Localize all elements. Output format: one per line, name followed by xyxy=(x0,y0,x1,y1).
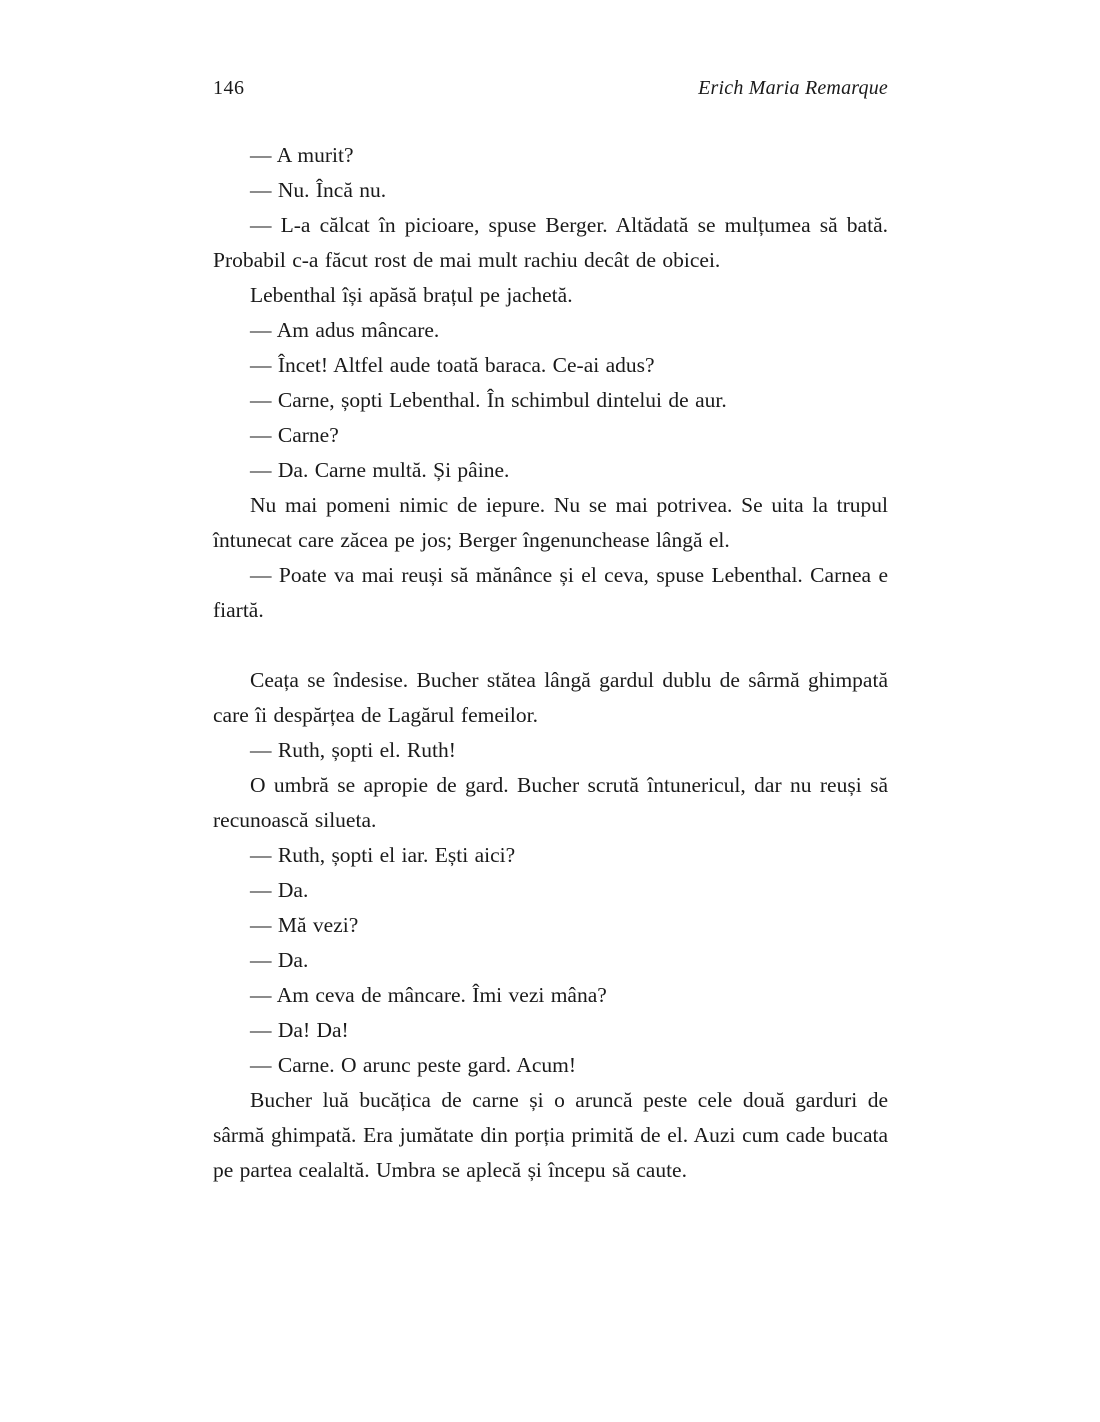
paragraph: Bucher luă bucățica de carne și o aruncă peste cele două garduri de sârmă ghimpată. Era jumătate din porția primită de el. Auzi cum cade bucata pe partea cealaltă. Umbra se aplecă și începu să caute. xyxy=(213,1088,888,1182)
page-body xyxy=(213,138,888,1188)
paragraph: — Carne? xyxy=(250,423,339,447)
paragraph: — L-a călcat în picioare, spuse Berger. Altădată se mulțumea să bată. Probabil c-a făcut rost de mai mult rachiu decât de obicei. xyxy=(213,213,888,272)
running-header xyxy=(213,76,888,100)
paragraph: — Carne. O arunc peste gard. Acum! xyxy=(250,1053,577,1077)
paragraph: — Încet! Altfel aude toată baraca. Ce-ai adus? xyxy=(250,353,655,377)
paragraph: — Ruth, șopti el iar. Ești aici? xyxy=(250,843,516,867)
paragraph: — Poate va mai reuși să mănânce și el ceva, spuse Lebenthal. Carnea e fiartă. xyxy=(213,563,888,622)
paragraph: Lebenthal își apăsă brațul pe jachetă. xyxy=(250,283,573,307)
page-number: 146 xyxy=(213,77,245,99)
paragraph: O umbră se apropie de gard. Bucher scrută întunericul, dar nu reuși să recunoască silueta. xyxy=(213,773,888,832)
paragraph: — Carne, șopti Lebenthal. În schimbul dintelui de aur. xyxy=(250,388,727,412)
paragraph: Ceața se îndesise. Bucher stătea lângă gardul dublu de sârmă ghimpată care îi despărțea de Lagărul femeilor. xyxy=(213,668,888,727)
paragraph: — Da. Carne multă. Și pâine. xyxy=(250,458,510,482)
paragraph: — Da. xyxy=(250,878,309,902)
paragraph: — Am ceva de mâncare. Îmi vezi mâna? xyxy=(250,983,607,1007)
paragraph: — Da! Da! xyxy=(250,1018,349,1042)
paragraph: Nu mai pomeni nimic de iepure. Nu se mai potrivea. Se uita la trupul întunecat care zăcea pe jos; Berger îngenunchease lângă el. xyxy=(213,493,888,552)
running-header-author: Erich Maria Remarque xyxy=(698,77,888,99)
paragraph: — Mă vezi? xyxy=(250,913,359,937)
paragraph: — Ruth, șopti el. Ruth! xyxy=(250,738,456,762)
paragraph: — A murit? xyxy=(250,143,354,167)
paragraph: — Am adus mâncare. xyxy=(250,318,440,342)
paragraph: — Da. xyxy=(250,948,309,972)
paragraph: — Nu. Încă nu. xyxy=(250,178,387,202)
